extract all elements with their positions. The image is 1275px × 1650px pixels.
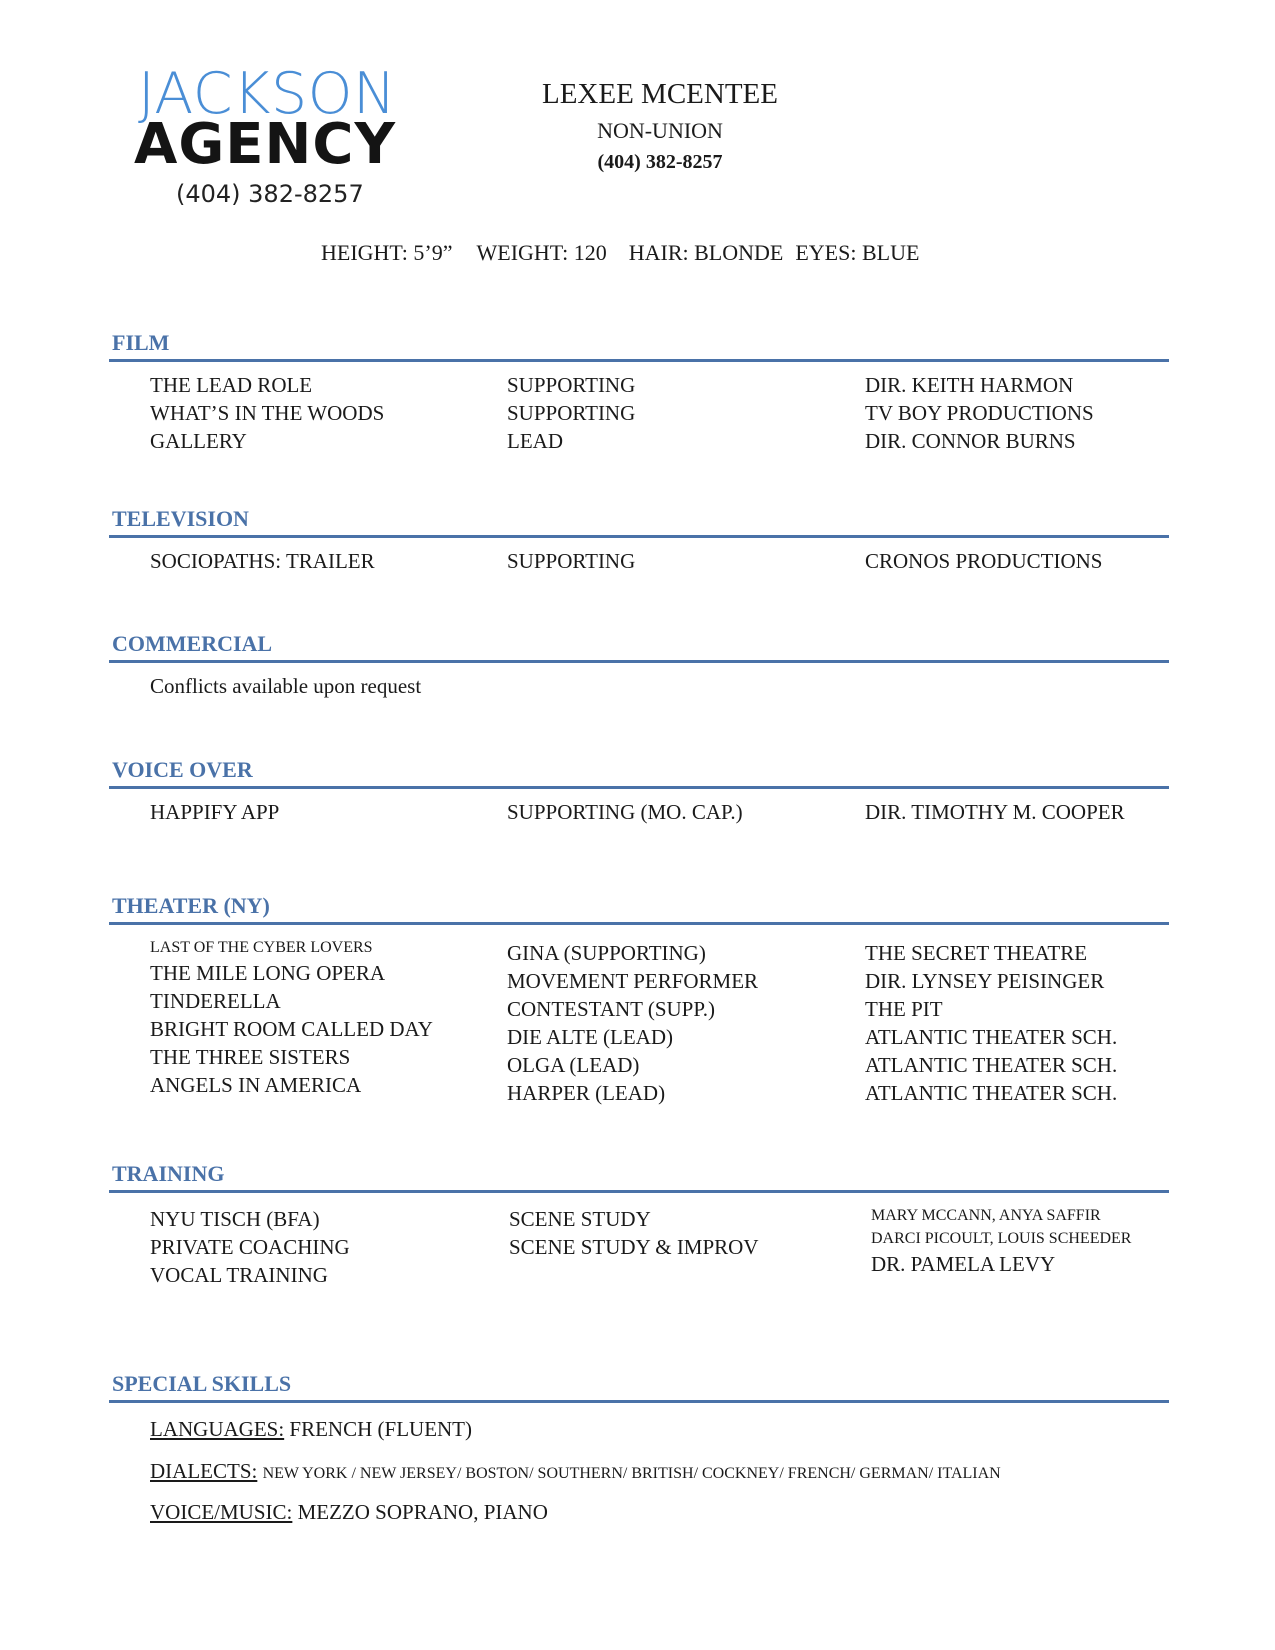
- section-divider: [109, 359, 1169, 362]
- training-school: VOCAL TRAINING: [150, 1263, 328, 1287]
- theater-role: DIE ALTE (LEAD): [507, 1025, 674, 1049]
- training-teacher: MARY MCCANN, ANYA SAFFIR: [871, 1207, 1101, 1224]
- film-row-2-director: TV BOY PRODUCTIONS: [865, 401, 1094, 425]
- union-status: NON-UNION: [597, 118, 723, 143]
- skills-dialects: [150, 1461, 1001, 1482]
- tv-row-1-title: SOCIOPATHS: TRAILER: [150, 549, 375, 573]
- theater-show: BRIGHT ROOM CALLED DAY: [150, 1017, 433, 1041]
- dialects-value: NEW YORK / NEW JERSEY/ BOSTON/ SOUTHERN/ BRITISH/ COCKNEY/ FRENCH/ GERMAN/ ITALIAN: [262, 1465, 1001, 1482]
- agency-phone: (404) 382-8257: [176, 180, 364, 208]
- section-divider: [109, 922, 1169, 925]
- commercial-note: Conflicts available upon request: [150, 674, 422, 698]
- voice-music-value: MEZZO SOPRANO, PIANO: [297, 1500, 548, 1524]
- section-divider: [109, 1400, 1169, 1403]
- film-row-3-role: LEAD: [507, 429, 563, 453]
- section-divider: [109, 1190, 1169, 1193]
- theater-venue: ATLANTIC THEATER SCH.: [865, 1081, 1118, 1105]
- section-title-film: FILM: [112, 330, 170, 355]
- tv-row-1-company: CRONOS PRODUCTIONS: [865, 549, 1103, 573]
- actor-name: LEXEE MCENTEE: [542, 78, 778, 110]
- film-row-2-role: SUPPORTING: [507, 401, 636, 425]
- film-row-3-director: DIR. CONNOR BURNS: [865, 429, 1076, 453]
- theater-venue: ATLANTIC THEATER SCH.: [865, 1053, 1118, 1077]
- stat-eyes: EYES: BLUE: [795, 240, 920, 265]
- skills-languages: [150, 1419, 472, 1440]
- theater-show: TINDERELLA: [150, 989, 281, 1013]
- theater-venue: ATLANTIC THEATER SCH.: [865, 1025, 1118, 1049]
- agency-logo-agency: AGENCY: [134, 112, 397, 177]
- vo-row-1-title: HAPPIFY APP: [150, 800, 280, 824]
- languages-value: FRENCH (FLUENT): [289, 1417, 473, 1441]
- theater-show: LAST OF THE CYBER LOVERS: [150, 939, 373, 956]
- training-focus: SCENE STUDY: [509, 1207, 651, 1231]
- dialects-label: DIALECTS:: [150, 1459, 258, 1483]
- theater-show: THE THREE SISTERS: [150, 1045, 351, 1069]
- stat-weight: WEIGHT: 120: [476, 240, 607, 265]
- film-row-3-title: GALLERY: [150, 429, 247, 453]
- film-row-2-title: WHAT’S IN THE WOODS: [150, 401, 385, 425]
- film-row-1-director: DIR. KEITH HARMON: [865, 373, 1074, 397]
- section-title-voice-over: VOICE OVER: [112, 757, 253, 782]
- theater-role: CONTESTANT (SUPP.): [507, 997, 715, 1021]
- theater-venue: THE SECRET THEATRE: [865, 941, 1088, 965]
- training-school: PRIVATE COACHING: [150, 1235, 350, 1259]
- section-divider: [109, 535, 1169, 538]
- voice-music-label: VOICE/MUSIC:: [150, 1500, 293, 1524]
- training-teacher: DARCI PICOULT, LOUIS SCHEEDER: [871, 1230, 1132, 1247]
- section-divider: [109, 660, 1169, 663]
- vo-row-1-role: SUPPORTING (MO. CAP.): [507, 800, 743, 824]
- section-divider: [109, 786, 1169, 789]
- theater-role: OLGA (LEAD): [507, 1053, 640, 1077]
- skills-voice-music: [150, 1502, 548, 1523]
- agency-logo-name: JACKSON: [138, 61, 397, 127]
- section-title-training: TRAINING: [112, 1161, 225, 1186]
- film-row-1-role: SUPPORTING: [507, 373, 636, 397]
- film-row-1-title: THE LEAD ROLE: [150, 373, 313, 397]
- training-focus: SCENE STUDY & IMPROV: [509, 1235, 759, 1259]
- section-title-television: TELEVISION: [112, 506, 249, 531]
- theater-role: MOVEMENT PERFORMER: [507, 969, 759, 993]
- tv-row-1-role: SUPPORTING: [507, 549, 636, 573]
- theater-show: THE MILE LONG OPERA: [150, 961, 386, 985]
- contact-phone: (404) 382-8257: [597, 151, 723, 173]
- section-title-special-skills: SPECIAL SKILLS: [112, 1371, 292, 1396]
- training-teacher: DR. PAMELA LEVY: [871, 1252, 1056, 1276]
- section-title-theater: THEATER (NY): [112, 893, 270, 918]
- stat-height: HEIGHT: 5’9”: [321, 240, 453, 265]
- theater-show: ANGELS IN AMERICA: [150, 1073, 362, 1097]
- theater-venue: THE PIT: [865, 997, 943, 1021]
- vo-row-1-director: DIR. TIMOTHY M. COOPER: [865, 800, 1125, 824]
- theater-role: GINA (SUPPORTING): [507, 941, 706, 965]
- theater-role: HARPER (LEAD): [507, 1081, 666, 1105]
- physical-stats: [321, 242, 919, 264]
- theater-venue: DIR. LYNSEY PEISINGER: [865, 969, 1105, 993]
- languages-label: LANGUAGES:: [150, 1417, 285, 1441]
- stat-hair: HAIR: BLONDE: [628, 240, 784, 265]
- section-title-commercial: COMMERCIAL: [112, 631, 273, 656]
- training-school: NYU TISCH (BFA): [150, 1207, 320, 1231]
